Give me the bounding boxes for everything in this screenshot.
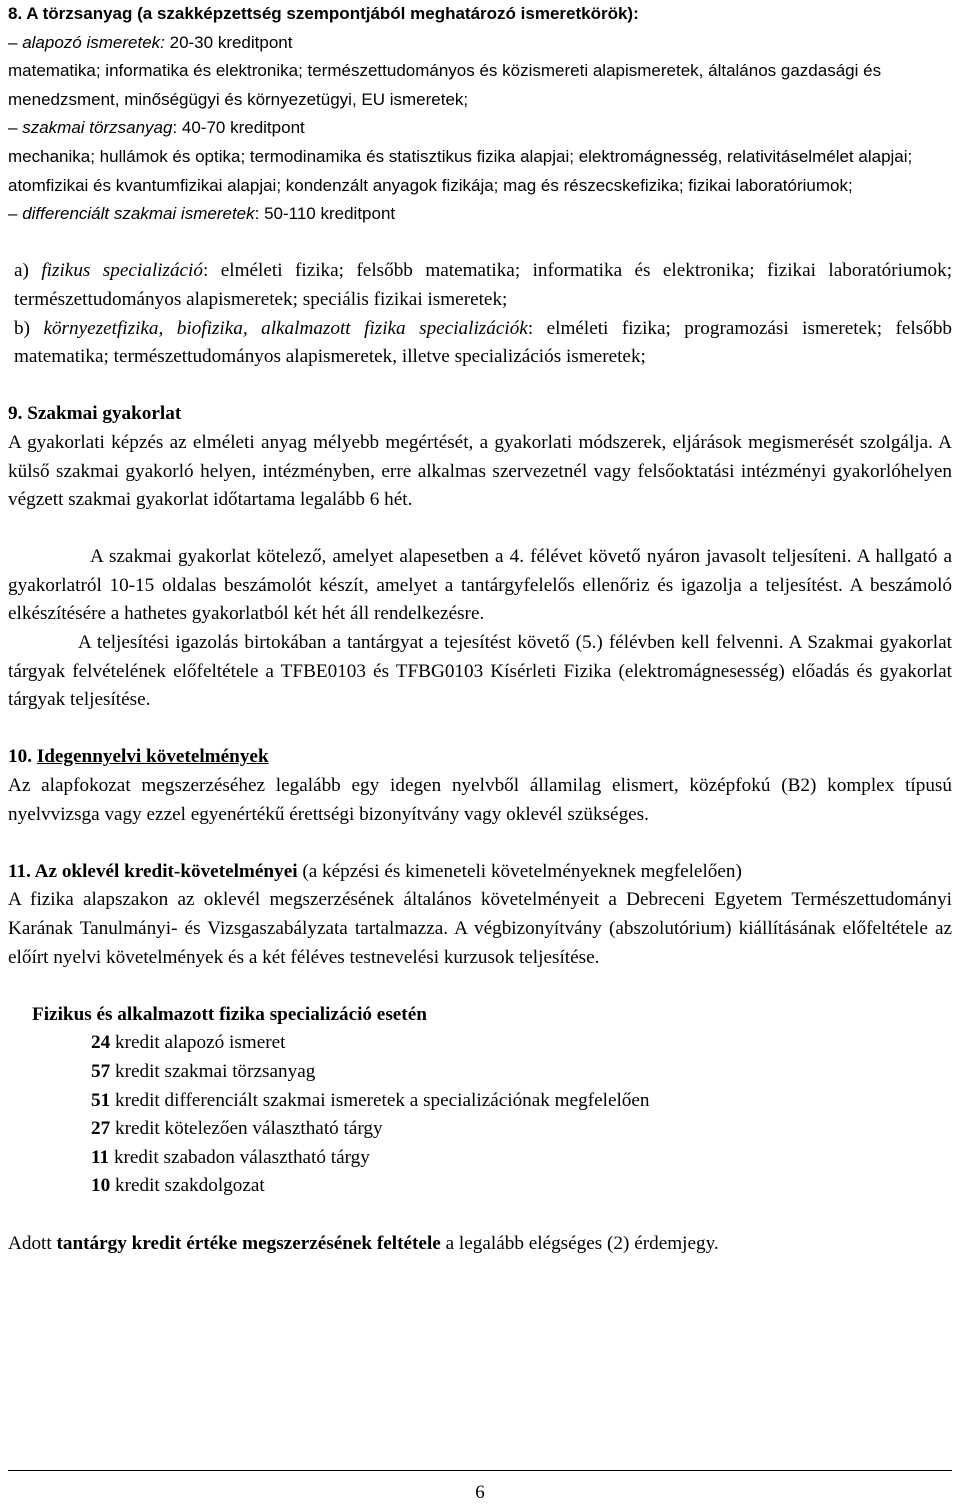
section-10 <box>8 743 952 829</box>
spacer <box>8 829 952 858</box>
section-9-p2: A szakmai gyakorlat kötelező, amelyet alapesetben a 4. félévet követő nyáron javasolt teljesíteni. A hallgató a gyakorlatról 10-15 oldalas beszámolót készít, amelyet a tantárgyfelelős ellenőriz és igazolja a teljesítést. A beszámoló elkészítésére a hathetes gyakorlatból két hét áll rendelkezésre. <box>8 546 952 625</box>
list-item: 24 kredit alapozó ismeret <box>91 1032 286 1054</box>
spacer <box>8 229 952 258</box>
differencialt-line: – differenciált szakmai ismeretek: 50-110 kreditpont <box>8 204 396 224</box>
spec-b: b) környezetfizika, biofizika, alkalmazott fizika specializációk: elméleti fizika; programozási ismeretek; felsőbb matematika; természettudományos alapismeretek, illetve specializációs ismeretek; <box>14 317 953 368</box>
spacer <box>8 372 952 401</box>
list-item: 10 kredit szakdolgozat <box>91 1175 265 1197</box>
alapozo-line: – alapozó ismeretek: 20-30 kreditpont <box>8 32 293 52</box>
section-11 <box>8 858 952 972</box>
torzsanyag-line: – szakmai törzsanyag: 40-70 kreditpont <box>8 118 305 138</box>
section-9-p3: A teljesítési igazolás birtokában a tantárgyat a tejesítést követő (5.) félévben kell felvenni. A Szakmai gyakorlat tárgyak felvételének előfeltétele a TFBE0103 és TFBG0103 Kísérleti Fizika (elektromágnesesség) előadás és gyakorlat tárgyak teljesítése. <box>8 632 952 711</box>
specializations <box>8 257 952 371</box>
section-11-title: 11. Az oklevél kredit-követelményei (a képzési és kimeneteli követelményeknek megfelelően) <box>8 860 742 882</box>
list-item: 27 kredit kötelezően választható tárgy <box>91 1118 383 1140</box>
spacer <box>8 972 952 1001</box>
section-9 <box>8 400 952 715</box>
spacer <box>8 1201 952 1230</box>
section-8 <box>8 0 952 229</box>
credit-list <box>8 1029 952 1201</box>
section-9-p1: A gyakorlati képzés az elméleti anyag mélyebb megértését, a gyakorlati módszerek, eljárások megismerését szolgálja. A külső szakmai gyakorló helyen, intézményben, erre alkalmas szervezetnél vagy felsőoktatási intézményi gyakorlóhelyen végzett szakmai gyakorlat időtartama legalább 6 hét. <box>8 431 952 511</box>
spacer <box>8 715 952 744</box>
torzsanyag-list: mechanika; hullámok és optika; termodinamika és statisztikus fizika alapjai; elektromágnesség, relativitáselmélet alapjai; atomfizikai és kvantumfizikai alapjai; kondenzált anyagok fizikája; mag és részecskefizika; fizikai laboratóriumok; <box>8 146 913 195</box>
section-8-title: 8. A törzsanyag (a szakképzettség szempontjából meghatározó ismeretkörök): <box>8 4 639 23</box>
section-11-p1: A fizika alapszakon az oklevél megszerzésének általános követelményeit a Debreceni Egyetem Természettudományi Karának Tanulmányi- és Vizsgaszabályzata tartalmazza. A végbizonyítvány (abszolutórium) kiállításának előfeltétele az előírt nyelvi követelmények és a két féléves testnevelési kurzusok teljesítése. <box>8 889 952 968</box>
list-item: 57 kredit szakmai törzsanyag <box>91 1060 316 1082</box>
section-9-title: 9. Szakmai gyakorlat <box>8 403 182 425</box>
final-note: Adott tantárgy kredit értéke megszerzésének feltétele a legalább elégséges (2) érdemjegy. <box>8 1232 719 1254</box>
list-item: 51 kredit differenciált szakmai ismeretek a specializációnak megfelelően <box>91 1089 650 1111</box>
section-10-p1: Az alapfokozat megszerzéséhez legalább egy idegen nyelvből államilag elismert, középfokú (B2) komplex típusú nyelvvizsga vagy ezzel egyenértékű érettségi bizonyítvány vagy oklevél szükséges. <box>8 775 952 825</box>
footer-divider <box>8 1470 952 1471</box>
credit-requirements <box>8 1001 952 1201</box>
section-10-title: 10. Idegennyelvi követelmények <box>8 746 269 768</box>
spacer <box>8 515 952 544</box>
spec-a: a) fizikus specializáció: elméleti fizika; felsőbb matematika; informatika és elektronika; fizikai laboratóriumok; természettudományos alapismeretek; speciális fizikai ismeretek; <box>14 260 953 310</box>
specialization-title: Fizikus és alkalmazott fizika specializáció esetén <box>32 1003 427 1025</box>
alapozo-list: matematika; informatika és elektronika; természettudományos és közismereti alapismeretek, általános gazdasági és menedzsment, minőségügyi és környezetügyi, EU ismeretek; <box>8 61 882 109</box>
list-item: 11 kredit szabadon választható tárgy <box>91 1146 370 1168</box>
page-number: 6 <box>475 1482 485 1503</box>
